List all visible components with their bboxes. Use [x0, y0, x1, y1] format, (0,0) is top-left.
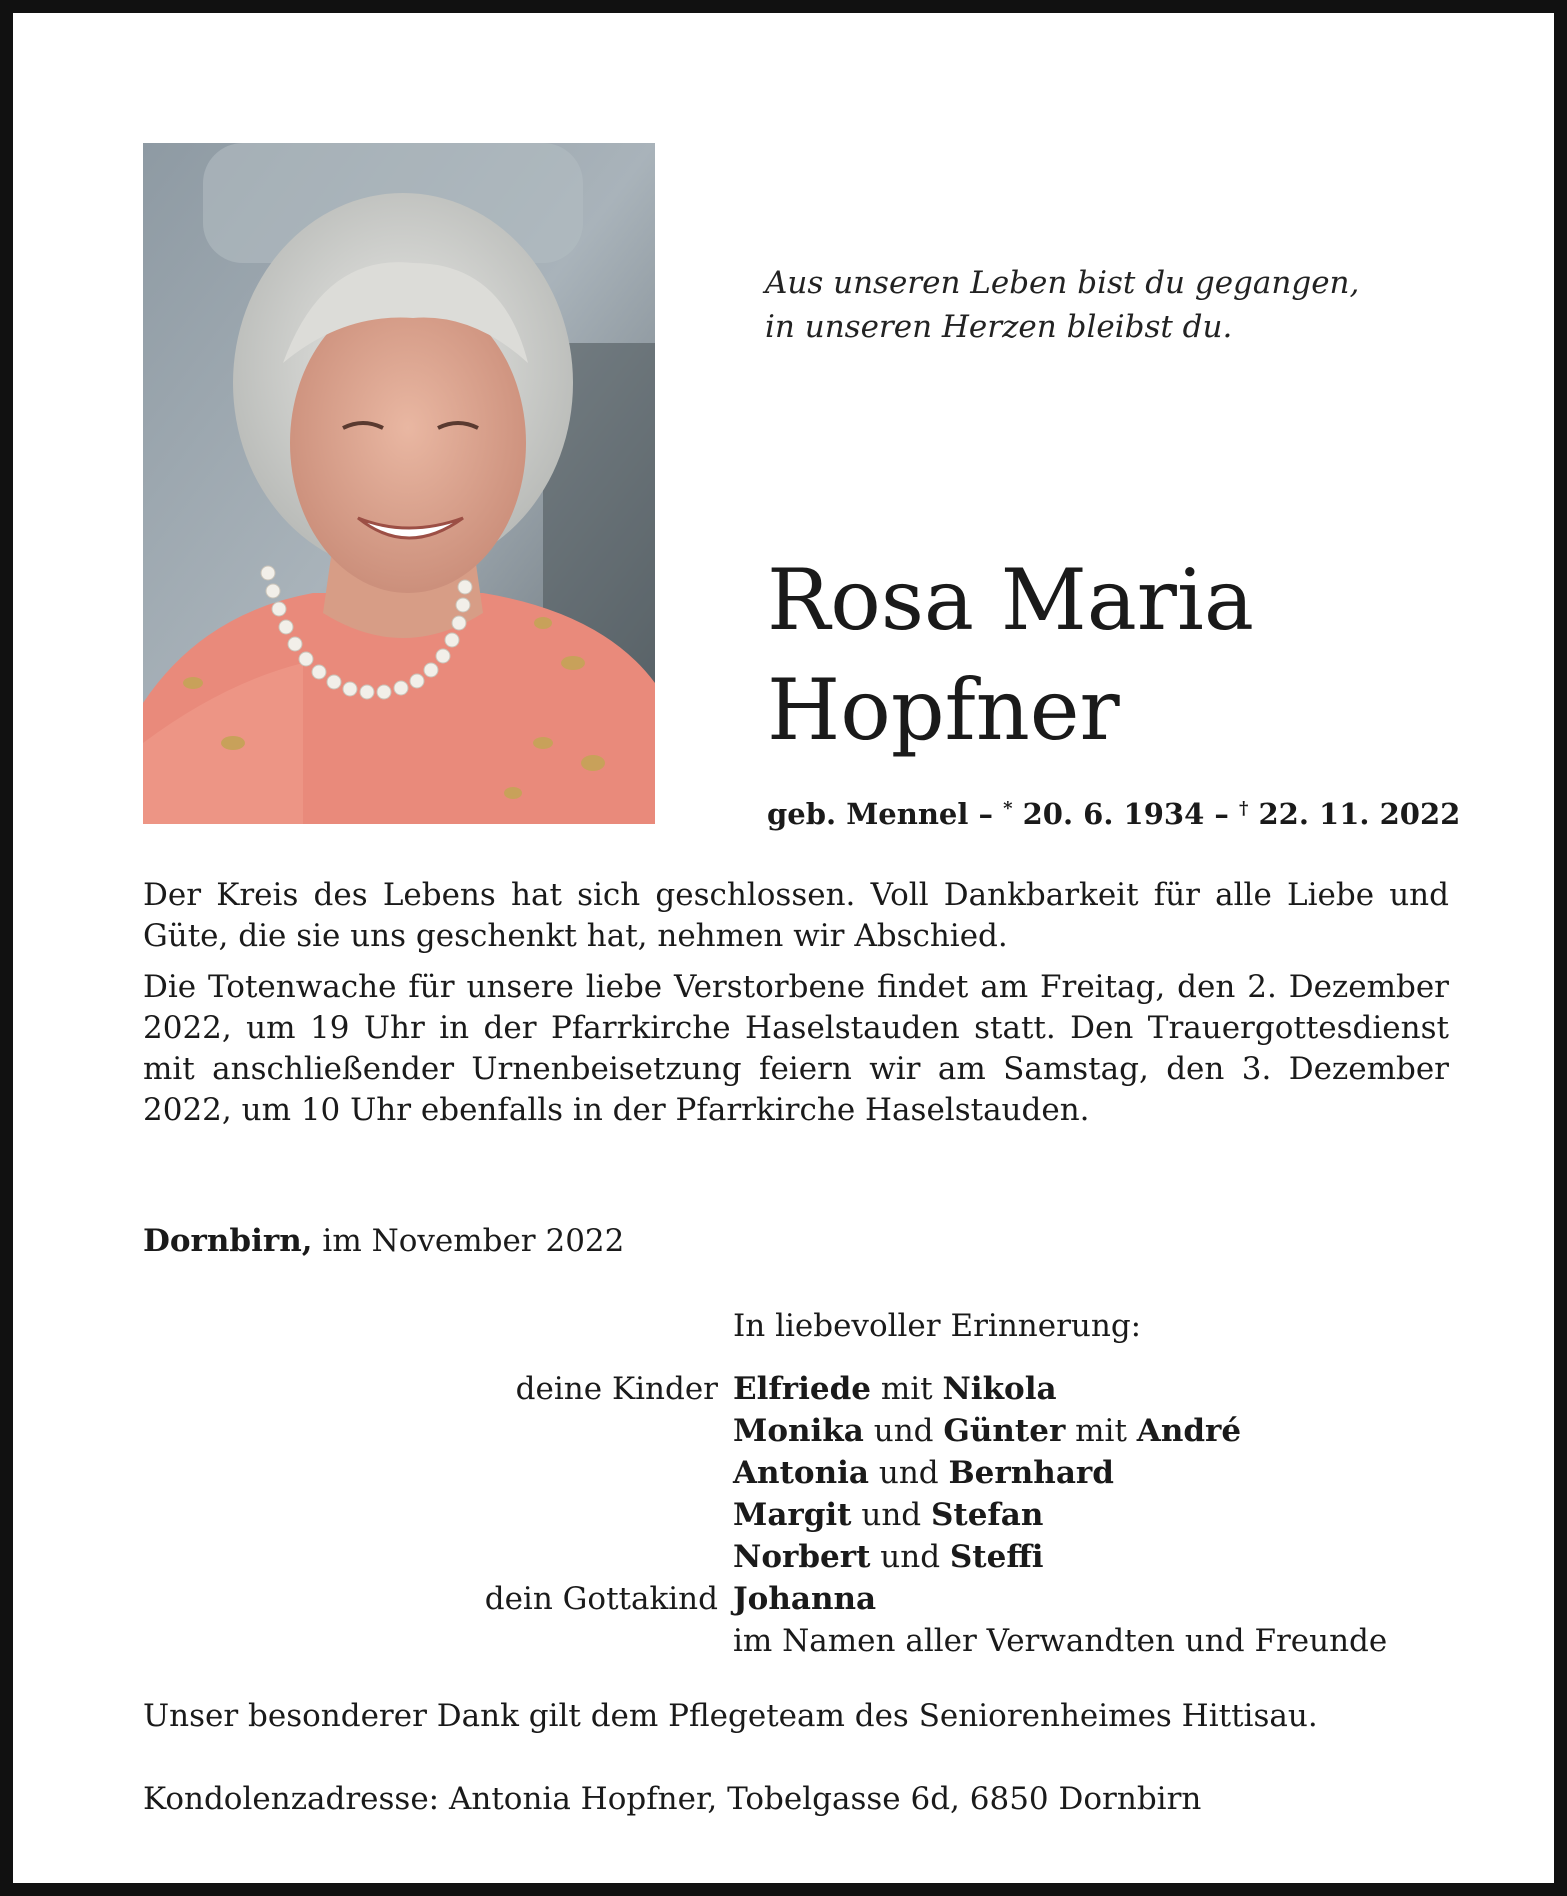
portrait-photo	[143, 143, 655, 824]
born-symbol: *	[1003, 798, 1013, 819]
portrait-image	[143, 143, 655, 824]
mourners-closing: im Namen aller Verwandten und Freunde	[733, 1623, 1388, 1659]
mourner-row	[13, 1410, 1567, 1452]
mourner-names	[733, 1494, 1043, 1536]
mourner-names	[733, 1536, 1044, 1578]
place-date: im November 2022	[312, 1223, 625, 1259]
mourner-name: Antonia	[733, 1455, 869, 1491]
mourner-row	[13, 1368, 1567, 1410]
mourner-name: Monika	[733, 1413, 864, 1449]
mourner-row	[13, 1620, 1567, 1662]
children-label: deine Kinder	[515, 1371, 718, 1407]
mourner-joiner: und	[863, 1413, 944, 1449]
mourner-name: Stefan	[931, 1497, 1044, 1533]
maiden-name: geb. Mennel	[767, 797, 969, 831]
mourner-row	[13, 1452, 1567, 1494]
mourner-joiner: und	[869, 1455, 949, 1491]
deceased-first-names: Rosa Maria	[767, 551, 1254, 649]
godchild-name: Johanna	[733, 1581, 877, 1617]
condolence-address: Kondolenzadresse: Antonia Hopfner, Tobelgasse 6d, 6850 Dornbirn	[143, 1781, 1202, 1817]
mourner-joiner: mit	[870, 1371, 943, 1407]
mourner-joiner: und	[870, 1539, 950, 1575]
mourner-names	[733, 1578, 876, 1620]
mourner-name: Steffi	[949, 1539, 1044, 1575]
service-details-paragraph: Die Totenwache für unsere liebe Verstorbene findet am Freitag, den 2. Dezember 2022, um 19 Uhr in der Pfarrkirche Haselstauden statt. Den Trauergottesdienst mit anschließender Urnenbeisetzung feiern wir am Samstag, den 3. Dezember 2022, um 10 Uhr ebenfalls in der Pfarrkirche Haselstauden.	[143, 969, 1449, 1128]
mourner-name: Bernhard	[948, 1455, 1114, 1491]
life-dates: geb. Mennel – * 20. 6. 1934 – † 22. 11. 2022	[767, 797, 1461, 831]
mourner-row	[13, 1578, 1567, 1620]
death-date: 22. 11. 2022	[1258, 797, 1461, 831]
birth-date: 20. 6. 1934	[1022, 797, 1205, 831]
mourner-name: Günter	[943, 1413, 1066, 1449]
mourners-intro: In liebevoller Erinnerung:	[733, 1308, 1142, 1344]
farewell-paragraph: Der Kreis des Lebens hat sich geschlossen. Voll Dankbarkeit für alle Liebe und Güte, die sie uns geschenkt hat, nehmen wir Abschied.	[143, 877, 1449, 954]
mourner-name: Elfriede	[733, 1371, 871, 1407]
quote-line-1: Aus unseren Leben bist du gegangen,	[765, 265, 1360, 301]
mourner-joiner: mit	[1065, 1413, 1137, 1449]
mourner-joiner: und	[851, 1497, 931, 1533]
mourner-row	[13, 1536, 1567, 1578]
godchild-label: dein Gottakind	[484, 1581, 718, 1617]
mourner-name: André	[1136, 1413, 1242, 1449]
mourner-name: Nikola	[942, 1371, 1057, 1407]
deceased-surname: Hopfner	[767, 661, 1120, 759]
place-and-date	[143, 1221, 624, 1262]
memorial-quote	[765, 261, 1359, 349]
mourner-names	[733, 1410, 1241, 1452]
thanks-note: Unser besonderer Dank gilt dem Pflegeteam des Seniorenheimes Hittisau.	[143, 1698, 1318, 1734]
mourner-name: Norbert	[733, 1539, 871, 1575]
mourner-names	[733, 1452, 1114, 1494]
mourner-name: Margit	[733, 1497, 852, 1533]
died-symbol: †	[1238, 798, 1249, 819]
place-city: Dornbirn,	[143, 1223, 313, 1259]
deceased-name	[767, 545, 1254, 765]
mourner-row	[13, 1494, 1567, 1536]
mourner-names	[733, 1368, 1057, 1410]
quote-line-2: in unseren Herzen bleibst du.	[765, 309, 1233, 345]
